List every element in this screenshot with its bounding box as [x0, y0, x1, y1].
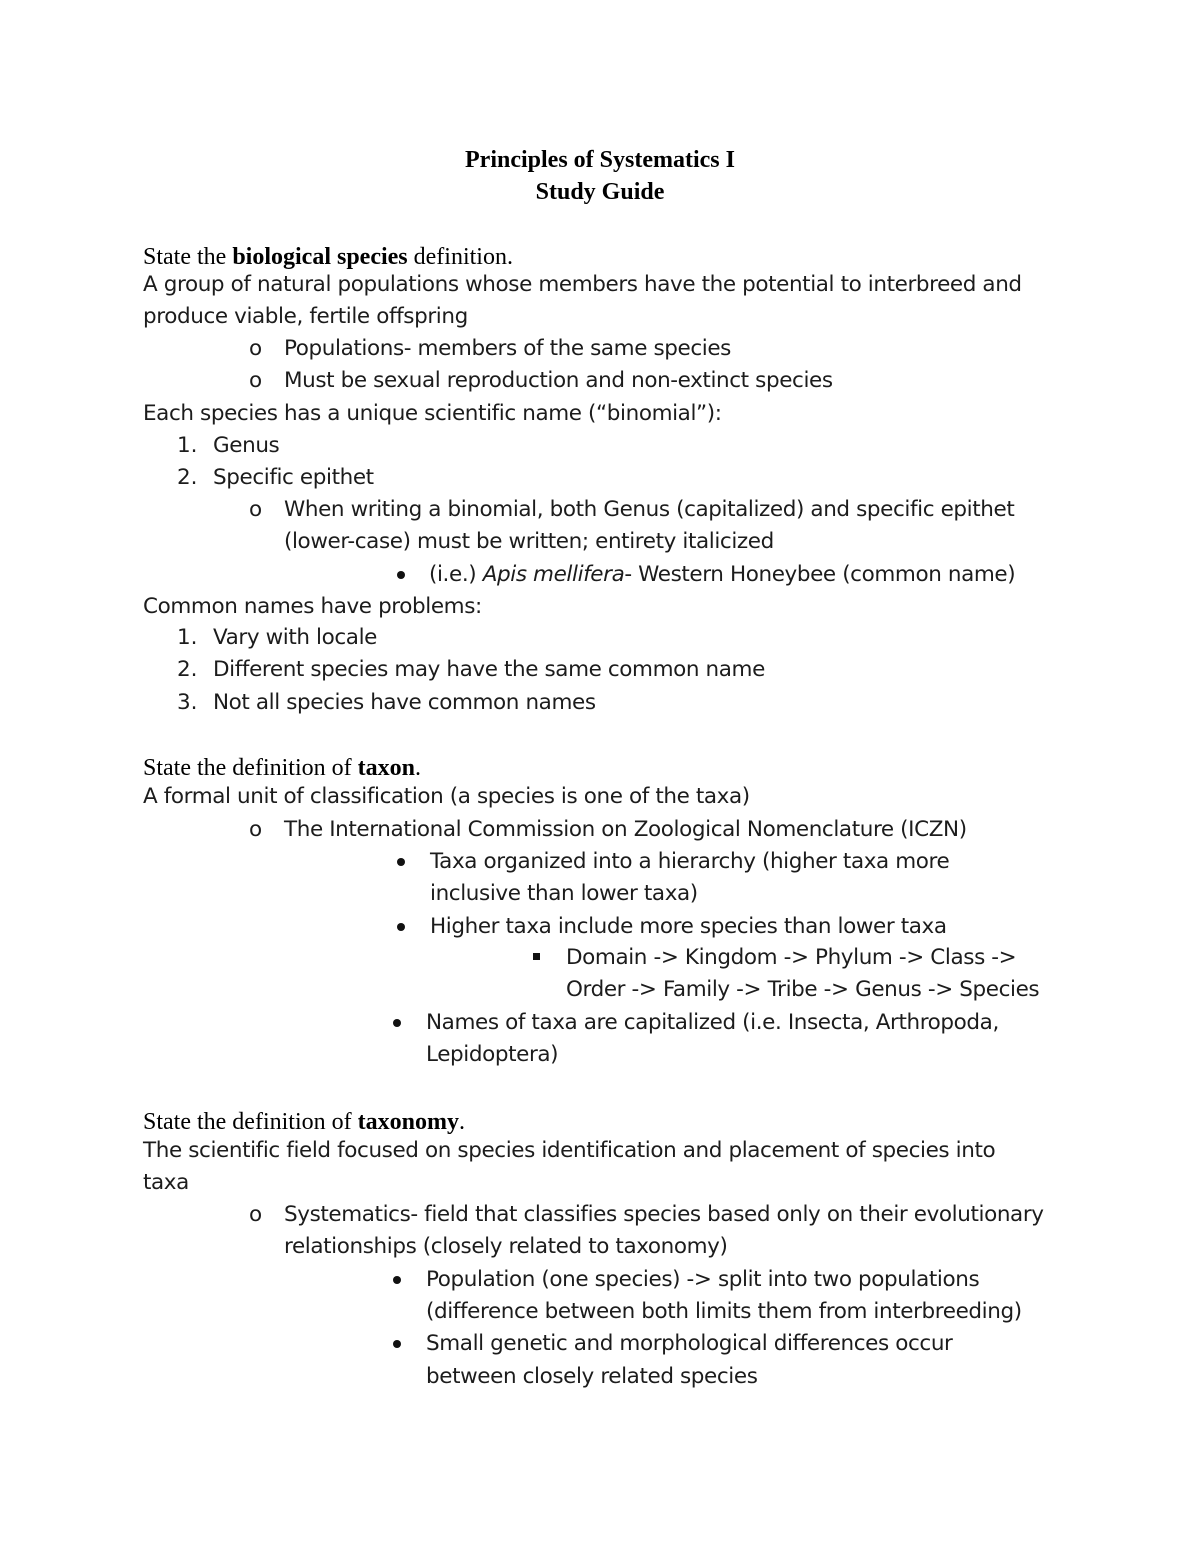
section-heading-taxon: State the definition of taxon. [143, 755, 421, 781]
bullet-dot [397, 858, 405, 866]
document-title: Principles of Systematics I [465, 147, 735, 173]
hierarchy-line1: Domain -> Kingdom -> Phylum -> Class -> [566, 945, 1017, 970]
list-number: 1. [177, 433, 198, 458]
species-definition-line1: A group of natural populations whose members have the potential to interbreed and [143, 272, 1022, 297]
hollow-bullet-marker: o [249, 368, 263, 393]
hollow-bullet-marker: o [249, 1202, 263, 1227]
common-names-intro: Common names have problems: [143, 594, 482, 619]
taxonomy-bullet-line2: between closely related species [426, 1364, 758, 1389]
taxonomy-sub-line1: Systematics- field that classifies species based only on their evolutionary [284, 1202, 1044, 1227]
list-item: Not all species have common names [213, 690, 596, 715]
square-bullet [533, 953, 540, 960]
binomial-example: (i.e.) Apis mellifera- Western Honeybee (common name) [429, 562, 1016, 587]
binomial-intro: Each species has a unique scientific name (“binomial”): [143, 401, 722, 426]
taxonomy-bullet-line1: Small genetic and morphological differences occur [426, 1331, 953, 1356]
taxon-bullet-line1: Names of taxa are capitalized (i.e. Insecta, Arthropoda, [426, 1010, 999, 1035]
taxonomy-definition-line2: taxa [143, 1170, 189, 1195]
hollow-bullet-marker: o [249, 817, 263, 842]
document-subtitle: Study Guide [535, 179, 665, 205]
binomial-note-line2: (lower-case) must be written; entirety italicized [284, 529, 774, 554]
species-definition-line2: produce viable, fertile offspring [143, 304, 468, 329]
list-number: 1. [177, 625, 198, 650]
species-sub-point: Must be sexual reproduction and non-extinct species [284, 368, 833, 393]
bullet-dot [397, 923, 405, 931]
bullet-dot [393, 1276, 401, 1284]
hollow-bullet-marker: o [249, 497, 263, 522]
list-number: 2. [177, 465, 198, 490]
bullet-dot [393, 1019, 401, 1027]
bullet-dot [393, 1340, 401, 1348]
section-heading-taxonomy: State the definition of taxonomy. [143, 1109, 465, 1135]
taxon-bullet-line2: inclusive than lower taxa) [430, 881, 698, 906]
hierarchy-line2: Order -> Family -> Tribe -> Genus -> Species [566, 977, 1040, 1002]
list-number: 3. [177, 690, 198, 715]
taxon-bullet: Higher taxa include more species than lower taxa [430, 914, 947, 939]
bullet-dot [397, 571, 405, 579]
taxon-bullet-line2: Lepidoptera) [426, 1042, 559, 1067]
section-heading-species: State the biological species definition. [143, 244, 513, 270]
taxonomy-sub-line2: relationships (closely related to taxonomy) [284, 1234, 728, 1259]
list-item: Vary with locale [213, 625, 377, 650]
taxonomy-definition-line1: The scientific field focused on species identification and placement of species into [143, 1138, 996, 1163]
species-sub-point: Populations- members of the same species [284, 336, 731, 361]
binomial-note-line1: When writing a binomial, both Genus (capitalized) and specific epithet [284, 497, 1015, 522]
taxon-bullet-line1: Taxa organized into a hierarchy (higher taxa more [430, 849, 950, 874]
taxonomy-bullet-line2: (difference between both limits them from interbreeding) [426, 1299, 1022, 1324]
list-item: Different species may have the same common name [213, 657, 765, 682]
taxon-sub-point: The International Commission on Zoological Nomenclature (ICZN) [284, 817, 967, 842]
taxonomy-bullet-line1: Population (one species) -> split into two populations [426, 1267, 980, 1292]
list-item: Specific epithet [213, 465, 374, 490]
list-item: Genus [213, 433, 280, 458]
list-number: 2. [177, 657, 198, 682]
taxon-definition: A formal unit of classification (a species is one of the taxa) [143, 784, 750, 809]
hollow-bullet-marker: o [249, 336, 263, 361]
